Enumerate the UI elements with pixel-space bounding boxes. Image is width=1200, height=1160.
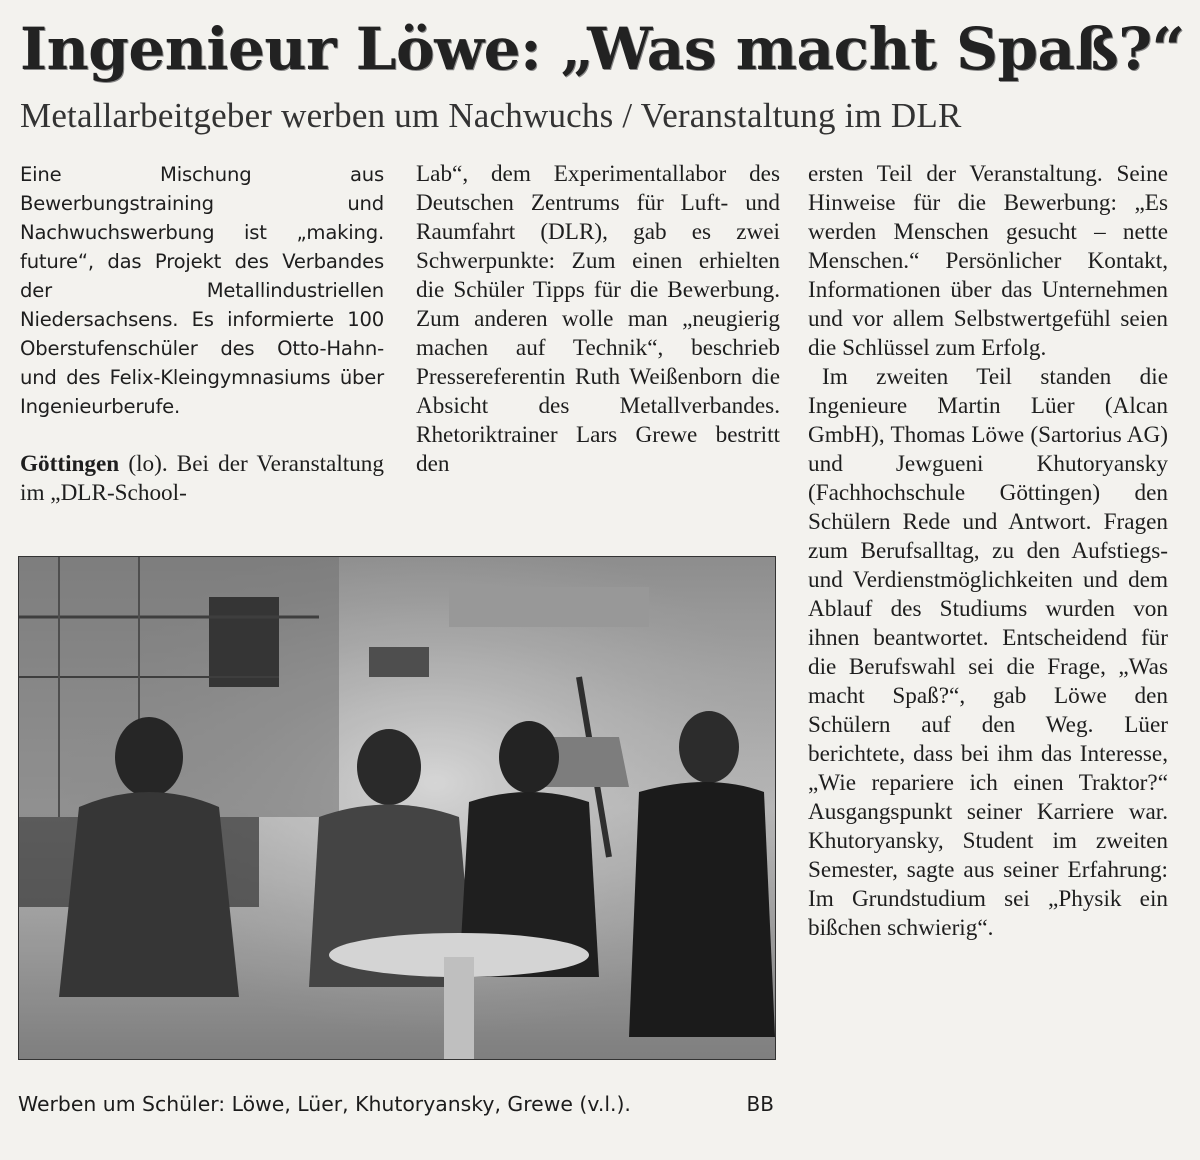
body-text: (lo). Bei der Veranstaltung im „DLR-School- bbox=[20, 451, 384, 506]
photo-credit: BB bbox=[746, 1092, 774, 1116]
headline: Ingenieur Löwe: „Was macht Spaß?“ bbox=[20, 15, 1185, 83]
news-photo bbox=[18, 556, 776, 1060]
caption-text: Werben um Schüler: Löwe, Lüer, Khutoryansky, Grewe (v.l.). bbox=[18, 1092, 631, 1116]
subheadline: Metallarbeitgeber werben um Nachwuchs / Veranstaltung im DLR bbox=[20, 96, 962, 135]
photo-illustration bbox=[19, 557, 775, 1059]
column-2 bbox=[416, 160, 780, 479]
column-1 bbox=[20, 160, 384, 508]
body-paragraph-start bbox=[20, 450, 384, 508]
body-text: Im zweiten Teil standen die Ingenieure Martin Lüer (Alcan GmbH), Thomas Löwe (Sartorius AG) und Jewgueni Khutoryansky (Fachhochschule Göttingen) den Schülern Rede und Antwort. Fragen zum Berufsalltag, zu den Aufstiegs- und Verdienstmöglichkeiten und dem Ablauf des Studiums wurden von ihnen beantwortet. Entscheidend für die Berufswahl sei die Frage, „Was macht Spaß?“, gab Löwe den Schülern auf den Weg. Lüer berichtete, dass bei ihm das Interesse, „Wie repariere ich einen Traktor?“ Ausgangspunkt seiner Karriere war. Khutoryansky, Student im zweiten Semester, sagte aus seiner Erfahrung: Im Grundstudium sei „Physik ein bißchen schwierig“. bbox=[808, 364, 1168, 941]
body-text: Lab“, dem Experimentallabor des Deutschen Zentrums für Luft- und Raumfahrt (DLR), gab es zwei Schwerpunkte: Zum einen erhielten die Schüler Tipps für die Bewerbung. Zum anderen wolle man „neugierig machen auf Technik“, beschrieb Pressereferentin Ruth Weißenborn die Absicht des Metallverbandes. Rhetoriktrainer Lars Grewe bestritt den bbox=[416, 161, 780, 477]
column-3 bbox=[808, 160, 1168, 943]
lead-paragraph: Eine Mischung aus Bewerbungstraining und Nachwuchswerbung ist „making. future“, das Projekt des Verbandes der Metallindustriellen Niedersachsens. Es informierte 100 Oberstufenschüler des Otto-Hahn- und des Felix-Kleingymnasiums über Ingenieurberufe. bbox=[20, 163, 384, 418]
body-text: ersten Teil der Veranstaltung. Seine Hinweise für die Bewerbung: „Es werden Menschen gesucht – nette Menschen.“ Persönlicher Kontakt, Informationen über das Unternehmen und vor allem Selbstwertgefühl seien die Schlüssel zum Erfolg. bbox=[808, 161, 1168, 361]
dateline: Göttingen bbox=[20, 451, 120, 477]
photo-caption bbox=[18, 1090, 774, 1118]
